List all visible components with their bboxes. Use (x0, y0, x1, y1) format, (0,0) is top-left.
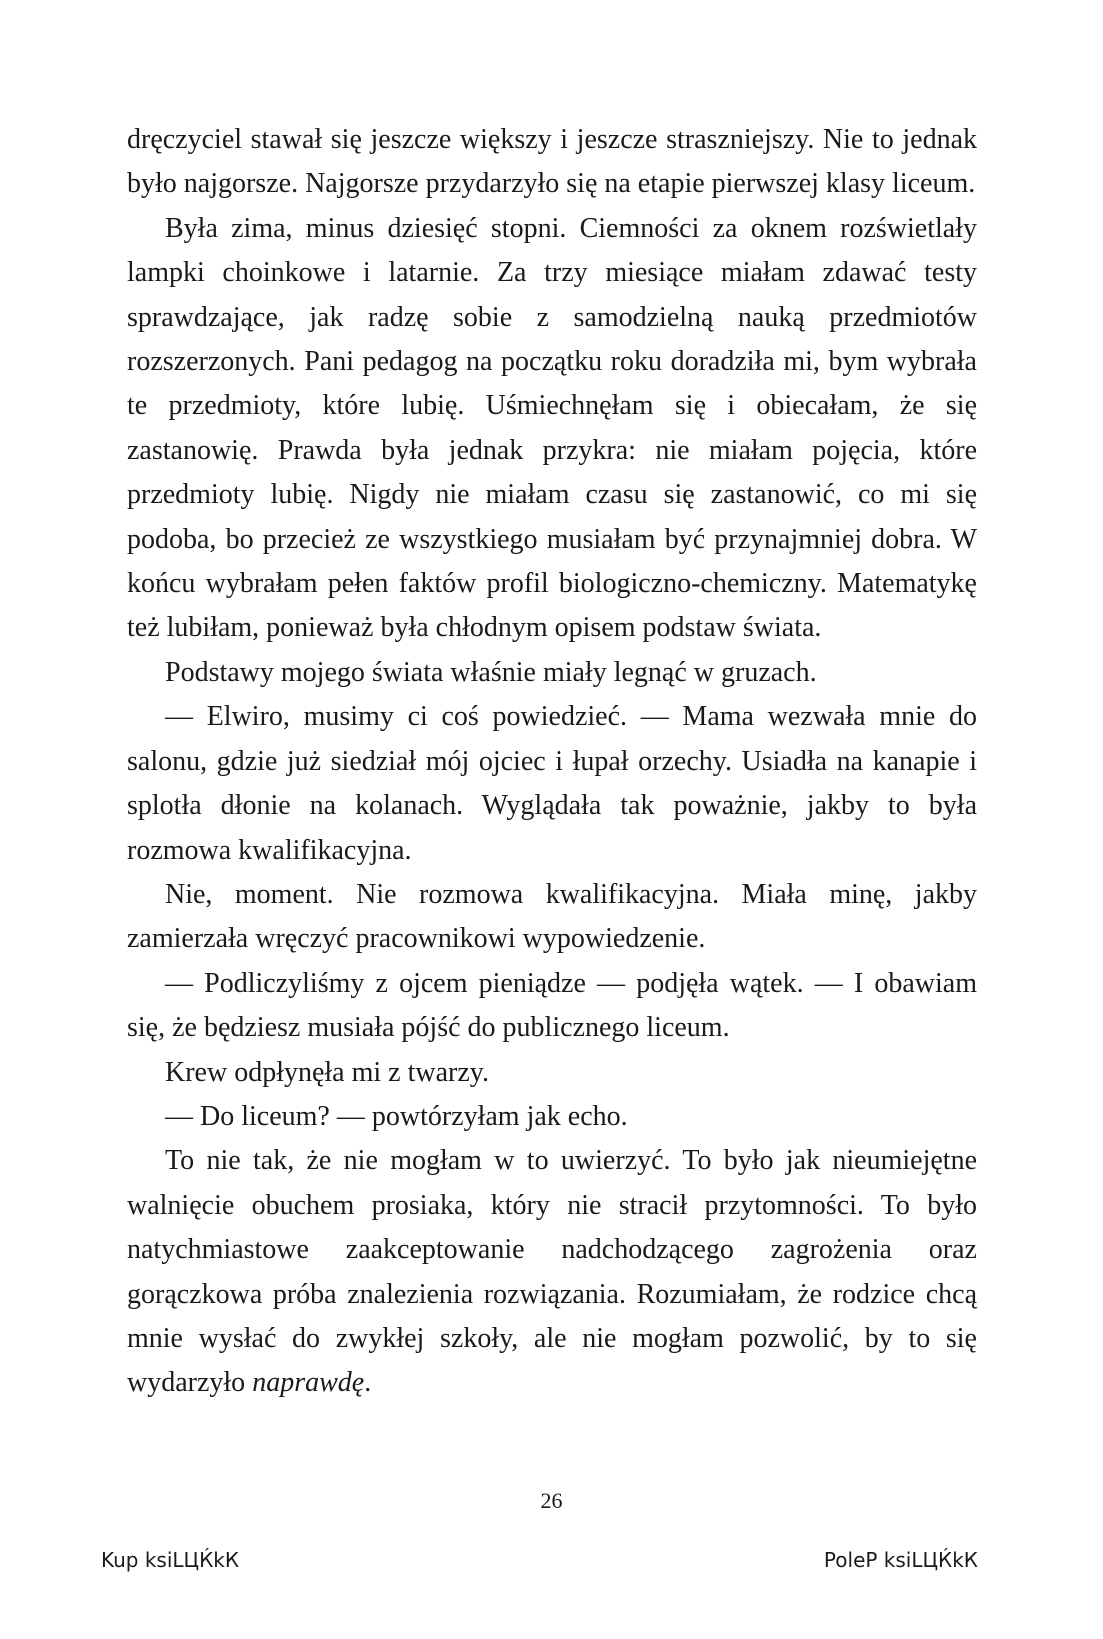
paragraph-9 (127, 1139, 977, 1405)
paragraph-8: — Do liceum? — powtórzyłam jak echo. (165, 1100, 628, 1132)
paragraph-2: Była zima, minus dziesięć stopni. Ciemności za oknem rozświetlały lampki choinkowe i latarnie. Za trzy miesiące miałam zdawać testy sprawdzające, jak radzę sobie z samodzielną nauką przedmiotów rozszerzonych. Pani pedagog na początku roku doradziła mi, bym wybrała te przedmioty, które lubię. Uśmiechnęłam się i obiecałam, że się zastanowię. Prawda była jednak przykra: nie miałam pojęcia, które przedmioty lubię. Nigdy nie miałam czasu się zastanowić, co mi się podoba, bo przecież ze wszystkiego musiałam być przynajmniej dobra. W końcu wybrałam pełen faktów profil biologiczno-chemiczny. Matematykę też lubiłam, ponieważ była chłodnym opisem podstaw świata. (127, 212, 977, 644)
page-body (127, 118, 977, 1406)
paragraph-6: — Podliczyliśmy z ojcem pieniądze — podjęła wątek. — I obawiam się, że będziesz musiała pójść do publicznego liceum. (127, 967, 977, 1044)
paragraph-7: Krew odpłynęła mi z twarzy. (165, 1056, 489, 1088)
paragraph-4: — Elwiro, musimy ci coś powiedzieć. — Mama wezwała mnie do salonu, gdzie już siedział mój ojciec i łupał orzechy. Usiadła na kanapie i splotła dłonie na kolanach. Wyglądała tak poważnie, jakby to była rozmowa kwalifikacyjna. (127, 701, 977, 866)
emphasis-word: naprawdę (252, 1367, 365, 1399)
paragraph-9-text: To nie tak, że nie mogłam w to uwierzyć. To było jak nieumiejętne walnięcie obuchem prosiaka, który nie stracił przytomności. To było natychmiastowe zaakceptowanie nadchodzącego zagrożenia oraz gorączkowa próba znalezienia rozwiązania. Rozumiałam, że rodzice chcą mnie wysłać do zwykłej szkoły, ale nie mogłam pozwolić, by to się wydarzyło (127, 1145, 977, 1399)
buy-book-link[interactable]: Kup ksiLЦЌkК (101, 1548, 240, 1572)
page-number: 26 (540, 1488, 563, 1513)
paragraph-1: dręczyciel stawał się jeszcze większy i jeszcze straszniejszy. Nie to jednak było najgorsze. Najgorsze przydarzyło się na etapie pierwszej klasy liceum. (127, 124, 977, 200)
paragraph-9-end: . (364, 1367, 372, 1399)
paragraph-3: Podstawy mojego świata właśnie miały legnąć w gruzach. (165, 656, 817, 688)
recommend-book-link[interactable]: PoleР ksiLЦЌkК (823, 1548, 978, 1572)
paragraph-5: Nie, moment. Nie rozmowa kwalifikacyjna. Miała minę, jakby zamierzała wręczyć pracownikowi wypowiedzenie. (127, 878, 977, 955)
